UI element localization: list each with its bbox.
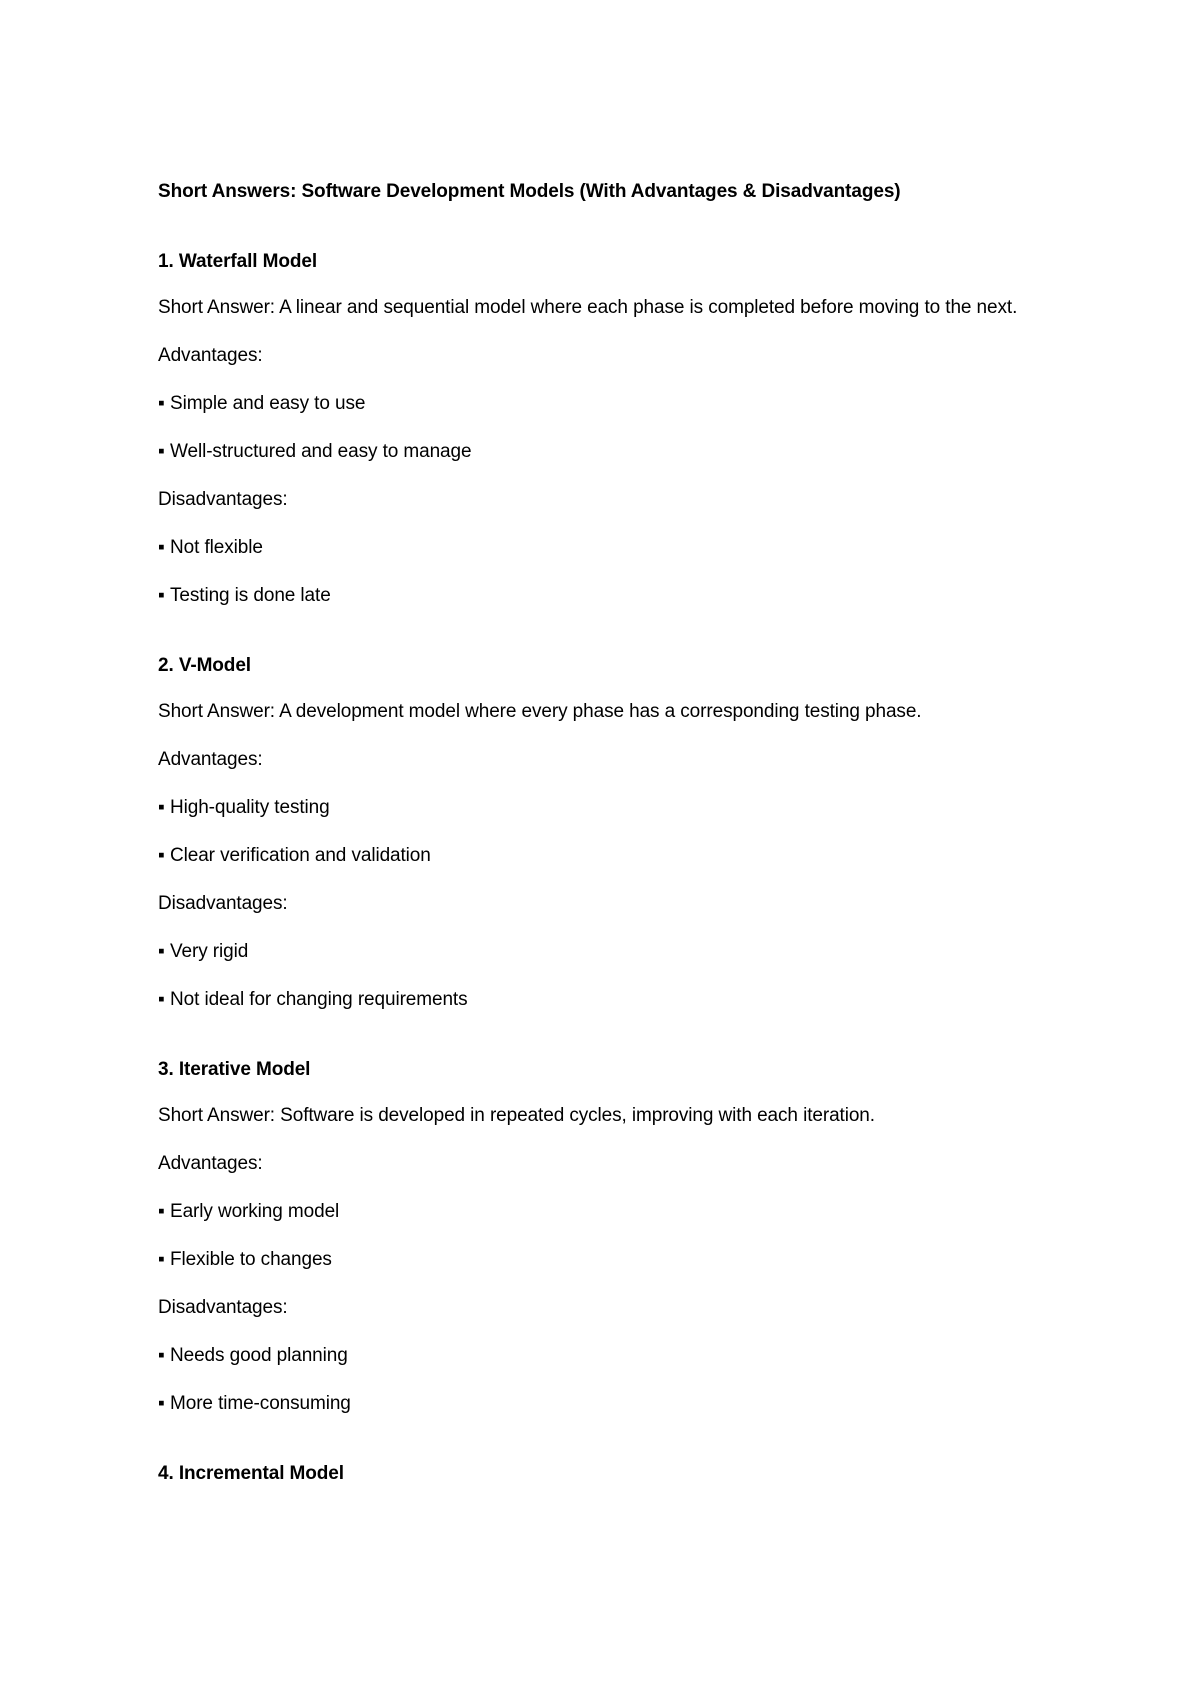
- section-heading: 1. Waterfall Model: [158, 251, 318, 272]
- list-item: [158, 536, 1058, 560]
- short-answer: Short Answer: Software is developed in repeated cycles, improving with each iteration.: [158, 1105, 875, 1126]
- advantages-label: Advantages:: [158, 345, 263, 366]
- bullet-icon: ▪: [158, 1201, 165, 1222]
- bullet-icon: ▪: [158, 537, 165, 558]
- list-item-text: Clear verification and validation: [170, 845, 431, 866]
- bullet-icon: ▪: [158, 941, 165, 962]
- list-item-text: Flexible to changes: [170, 1249, 332, 1270]
- section-iterative-model: [158, 1058, 1058, 1416]
- list-item-text: Very rigid: [170, 941, 249, 962]
- bullet-icon: ▪: [158, 1345, 165, 1366]
- bullet-icon: ▪: [158, 797, 165, 818]
- list-item-text: Well-structured and easy to manage: [170, 441, 472, 462]
- bullet-icon: ▪: [158, 989, 165, 1010]
- list-item-text: Testing is done late: [170, 585, 331, 606]
- short-answer: Short Answer: A development model where every phase has a corresponding testing phase.: [158, 701, 922, 722]
- bullet-icon: ▪: [158, 845, 165, 866]
- list-item: [158, 1392, 1058, 1416]
- document-title: Short Answers: Software Development Models (With Advantages & Disadvantages): [158, 181, 901, 202]
- bullet-icon: ▪: [158, 393, 165, 414]
- list-item-text: Not flexible: [170, 537, 263, 558]
- list-item: [158, 1344, 1058, 1368]
- list-item: [158, 440, 1058, 464]
- advantages-label: Advantages:: [158, 1153, 263, 1174]
- list-item: [158, 1200, 1058, 1224]
- list-item: [158, 584, 1058, 608]
- section-heading-incremental-model: 4. Incremental Model: [158, 1463, 344, 1484]
- list-item-text: Simple and easy to use: [170, 393, 366, 414]
- section-heading: 3. Iterative Model: [158, 1059, 311, 1080]
- list-item-text: Not ideal for changing requirements: [170, 989, 468, 1010]
- list-item: [158, 1248, 1058, 1272]
- section-v-model: [158, 654, 1058, 1012]
- bullet-icon: ▪: [158, 585, 165, 606]
- list-item-text: High-quality testing: [170, 797, 330, 818]
- disadvantages-label: Disadvantages:: [158, 893, 288, 914]
- list-item: [158, 796, 1058, 820]
- advantages-label: Advantages:: [158, 749, 263, 770]
- list-item: [158, 392, 1058, 416]
- bullet-icon: ▪: [158, 1393, 165, 1414]
- list-item: [158, 988, 1058, 1012]
- section-heading: 2. V-Model: [158, 655, 251, 676]
- list-item-text: Early working model: [170, 1201, 340, 1222]
- short-answer: Short Answer: A linear and sequential model where each phase is completed before moving to the next.: [158, 297, 1018, 318]
- section-waterfall-model: [158, 250, 1058, 608]
- disadvantages-label: Disadvantages:: [158, 489, 288, 510]
- bullet-icon: ▪: [158, 1249, 165, 1270]
- list-item-text: More time-consuming: [170, 1393, 351, 1414]
- list-item: [158, 940, 1058, 964]
- disadvantages-label: Disadvantages:: [158, 1297, 288, 1318]
- bullet-icon: ▪: [158, 441, 165, 462]
- list-item: [158, 844, 1058, 868]
- document-page: [158, 180, 1058, 1486]
- list-item-text: Needs good planning: [170, 1345, 348, 1366]
